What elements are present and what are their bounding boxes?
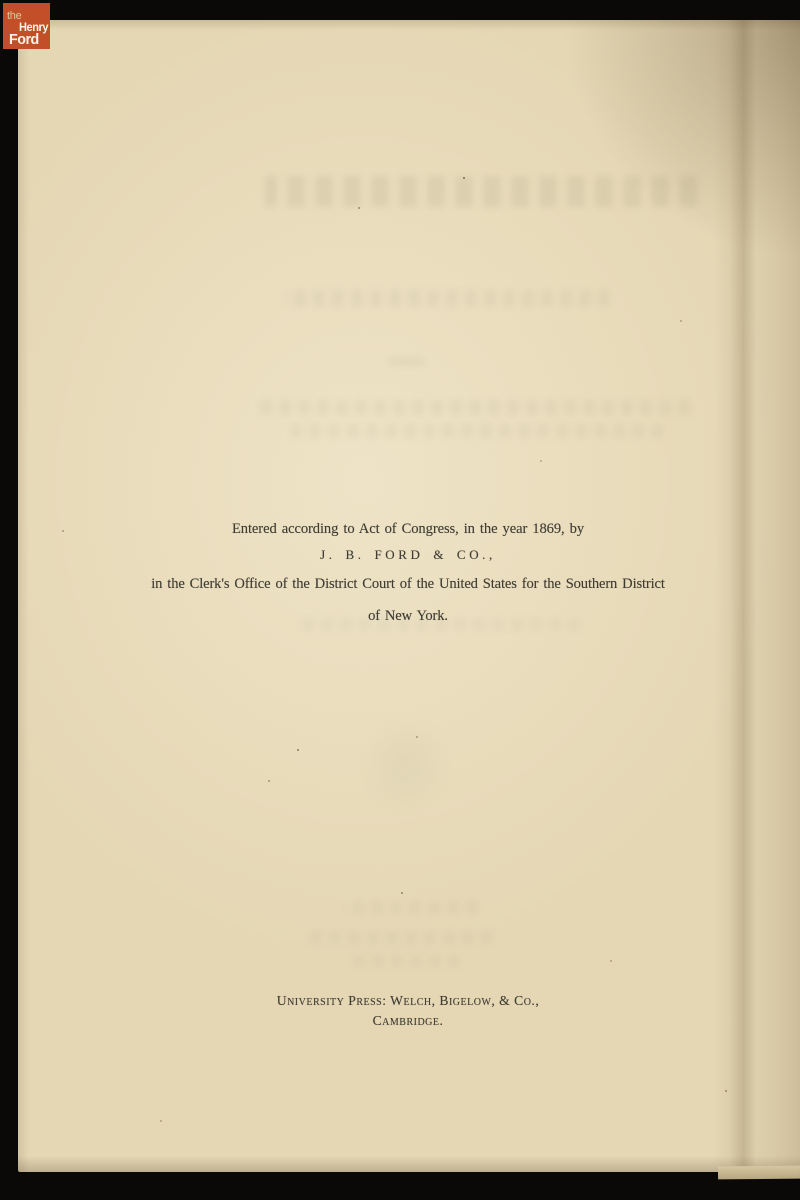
showthrough-line-ghost: [343, 901, 478, 914]
imprint-line-1: University Press: Welch, Bigelow, & Co.,: [276, 993, 540, 1008]
showthrough-line-ghost: [283, 424, 663, 438]
copyright-line-4: of New York.: [368, 608, 448, 624]
imprint-line-2: Cambridge.: [372, 1012, 444, 1028]
showthrough-line-ghost: [307, 931, 493, 944]
logo-word-the: the: [7, 10, 22, 22]
copyright-line-3: in the Clerk's Office of the District Court of the United States for the Southern District: [151, 576, 665, 592]
henry-ford-logo: [3, 3, 50, 49]
logo-word-ford: Ford: [9, 31, 39, 48]
publisher-name: J. B. FORD & CO.,: [320, 547, 496, 562]
logo-word-henry: Henry: [19, 20, 48, 34]
showthrough-line-ghost: [285, 290, 610, 307]
book-page: [18, 20, 800, 1172]
copyright-line-1: Entered according to Act of Congress, in the year 1869, by: [231, 521, 585, 537]
printer-imprint: [88, 991, 728, 1030]
showthrough-dash-ghost: [388, 357, 424, 366]
showthrough-line-ghost: [255, 400, 690, 415]
showthrough-line-ghost: [350, 955, 460, 967]
showthrough-ornament-ghost: [358, 712, 453, 817]
copyright-statement: [88, 521, 728, 627]
showthrough-title-ghost: [265, 176, 697, 207]
foxing-specks: [463, 177, 465, 179]
underlying-page-edge: [718, 1166, 800, 1180]
